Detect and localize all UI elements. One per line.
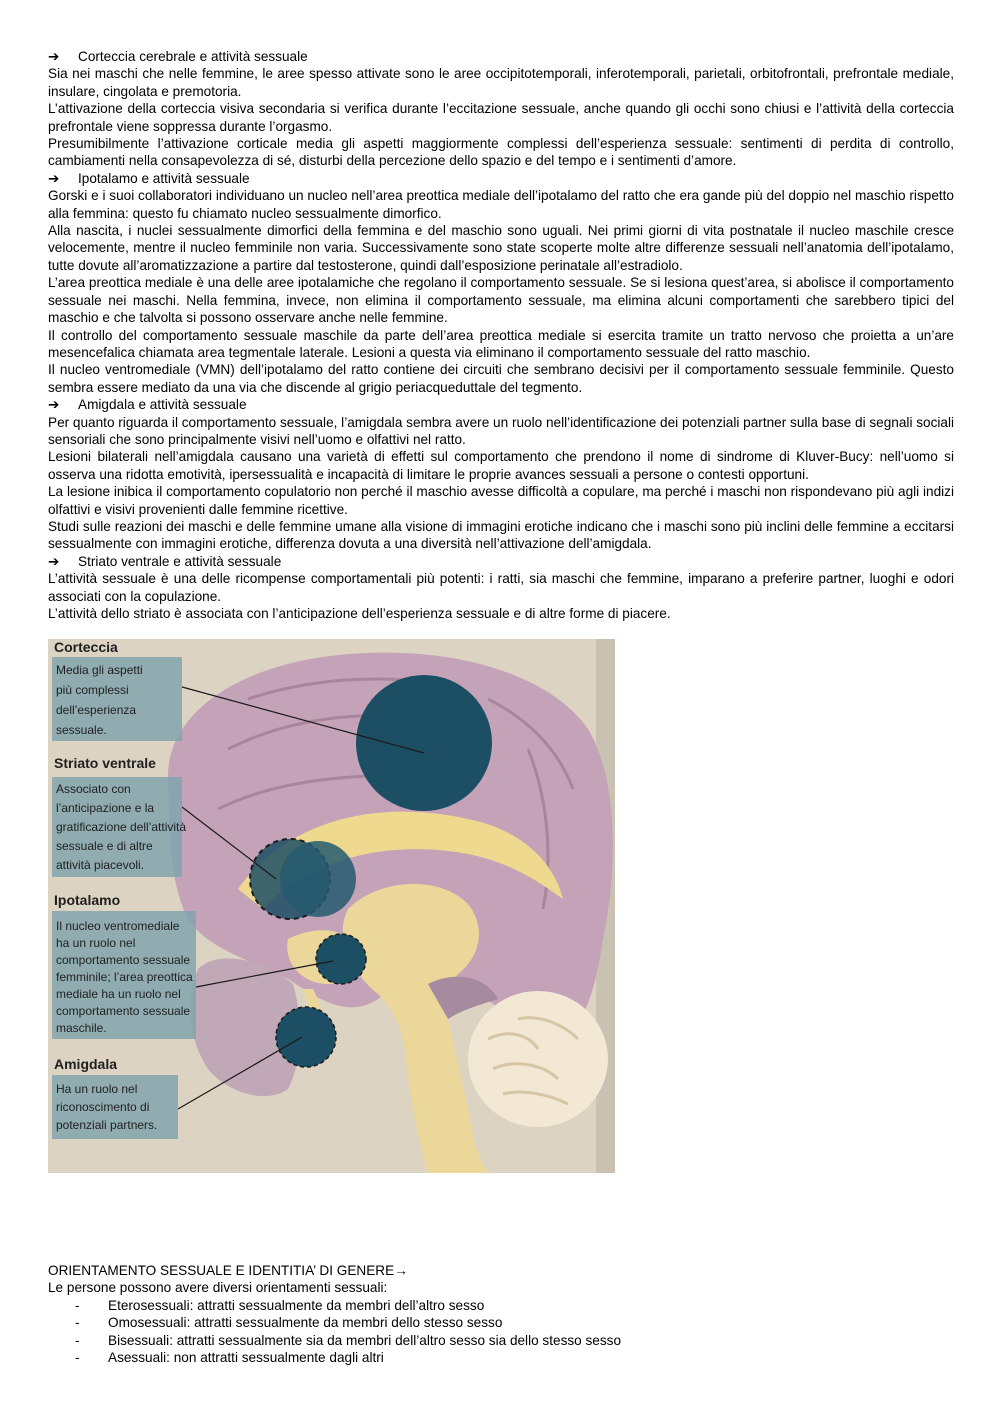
section-heading: ➔ Amigdala e attività sessuale (48, 397, 247, 413)
label-line: l’anticipazione e la (56, 801, 155, 815)
label-line: Associato con (56, 782, 131, 796)
brain-illustration (48, 639, 615, 1173)
arrow-right-icon: ➔ (48, 553, 60, 569)
label-line: mediale ha un ruolo nel (56, 987, 181, 1001)
section-heading: ➔ Corteccia cerebrale e attività sessuale (48, 49, 308, 64)
paragraph: Presumibilmente l’attivazione corticale media gli aspetti maggiormente complessi dell’esperienza sessuale: sentimenti di perdita di controllo, cambiamenti nella consapevolezza di sé, disturbi della percezione dello spazio e del tempo e i sentimenti d’amore. (48, 136, 954, 169)
paragraph: Il controllo del comportamento sessuale maschile da parte dell’area preottica mediale si esercita tramite un tratto nervoso che proietta a un’are mesencefalica chiamata area tegmentale laterale. Lesioni a questa via eliminano il comportamento sessuale del ratto maschio. (48, 327, 954, 360)
paragraph: L’attività sessuale è una delle ricompense comportamentali più potenti: i ratti, sia maschi che femmine, imparano a preferire partner, luoghi e odori associati con la copulazione. (48, 571, 954, 604)
arrow-right-icon: ➔ (48, 49, 60, 64)
dash-bullet: - (75, 1332, 80, 1348)
label-line: ha un ruolo nel (56, 936, 136, 950)
label-line: più complessi (56, 683, 129, 697)
paragraph: Sia nei maschi che nelle femmine, le aree spesso attivate sono le aree occipitotemporali, inferotemporali, parietali, orbitofrontali, prefrontale mediale, insulare, cingolata e premotoria. (48, 66, 954, 99)
list-item: - Bisessuali: attratti sessualmente sia da membri dell’altro sesso sia dello stesso sesso (75, 1332, 622, 1348)
label-line: riconoscimento di (56, 1100, 150, 1114)
paragraph: L’attività dello striato è associata con l’anticipazione dell’esperienza sessuale e di altre forme di piacere. (48, 606, 671, 621)
label-title-hypothalamus: Ipotalamo (54, 892, 121, 908)
label-line: Media gli aspetti (56, 663, 143, 677)
label-line: femminile; l’area preottica (56, 970, 193, 984)
label-line: attività piacevoli. (56, 858, 145, 872)
label-line: Ha un ruolo nel (56, 1082, 138, 1096)
paragraph: Per quanto riguarda il comportamento sessuale, l’amigdala sembra avere un ruolo nell’identificazione dei potenziali partner sulla base di segnali sociali sensoriali che sono principalmente visivi nell’uomo e olfattivi nel ratto. (48, 414, 955, 447)
section-title: ORIENTAMENTO SESSUALE E IDENTITIA’ DI GENERE→ (48, 1263, 408, 1278)
paragraph: L’area preottica mediale è una delle aree ipotalamiche che regolano il comportamento sessuale. Se si lesiona quest’area, si abolisce il comportamento sessuale nei maschi. Nella femmina, invece, non elimina il comportamento sessuale, ma elimina alcuni comportamenti che sarebbero tipici del maschio e che talvolta si possono osservare anche nelle femmine. (48, 275, 954, 326)
label-line: comportamento sessuale (56, 953, 191, 967)
label-title-cortex: Corteccia (54, 639, 118, 655)
arrow-right-icon: ➔ (48, 170, 60, 186)
section-heading: ➔ Striato ventrale e attività sessuale (48, 553, 282, 569)
label-line: dell’esperienza (56, 703, 137, 717)
label-line: potenziali partners. (56, 1118, 158, 1132)
paragraph: Alla nascita, i nuclei sessualmente dimorfici della femmina e del maschio sono uguali. Nei primi giorni di vita postnatale il nucleo maschile cresce velocemente, mentre il nucleo femminile non varia. Successivamente sono state scoperte molte altre differenze sessuali nell’anatomia dell’ipotalamo, tutte dovute all’aromatizzazione a partire dal testosterone, quindi dall’esposizione perinatale all’estradiolo. (48, 223, 954, 273)
intro-text: Le persone possono avere diversi orientamenti sessuali: (48, 1280, 388, 1296)
list-item: - Omosessuali: attratti sessualmente da membri dello stesso sesso (75, 1315, 503, 1331)
paragraph: Il nucleo ventromediale (VMN) dell’ipotalamo del ratto contiene dei circuiti che sembrano decisivi per il comportamento sessuale femminile. Questo sembra essere mediato da una via che discende al grigio periacqueduttale del tegmento. (48, 362, 954, 395)
label-title-amygdala: Amigdala (54, 1056, 118, 1072)
dash-bullet: - (75, 1297, 80, 1313)
main-text (48, 48, 954, 622)
list-item: - Eterosessuali: attratti sessualmente da membri dell’altro sesso (75, 1297, 485, 1313)
paragraph: Studi sulle reazioni dei maschi e delle femmine umane alla visione di immagini erotiche indicano che i maschi sono più inclini delle femmine a eccitarsi sessualmente con immagini erotiche, differenza dovuta a una diversità nell’attivazione dell’amigdala. (48, 518, 954, 552)
label-line: Il nucleo ventromediale (56, 919, 180, 933)
hypothalamus-highlight (316, 934, 366, 984)
section-heading: ➔ Ipotalamo e attività sessuale (48, 170, 250, 186)
list-item: - Asessuali: non attratti sessualmente dagli altri (75, 1350, 384, 1366)
paragraph: L’attivazione della corteccia visiva secondaria si verifica durante l’eccitazione sessuale, anche quando gli occhi sono chiusi e l’attività della corteccia prefrontale viene soppressa durante l’orgasmo. (48, 101, 954, 134)
label-line: maschile. (56, 1021, 107, 1035)
brain-figure (48, 639, 615, 1173)
paragraph: Gorski e i suoi collaboratori individuano un nucleo nell’area preottica mediale dell’ipotalamo del ratto che era gande più del doppio nel maschio rispetto alla femmina: questo fu chiamato nucleo sessualmente dimorfico. (48, 188, 954, 221)
amygdala-highlight (276, 1007, 336, 1067)
label-title-striatum: Striato ventrale (54, 755, 156, 771)
label-line: gratificazione dell’attività (56, 820, 187, 834)
paragraph: La lesione inibica il comportamento copulatorio non perché il maschio avesse difficoltà a copulare, ma perché i maschi non rispondevano più agli indizi olfattivi e visivi provenienti dalle femmine ricettive. (48, 484, 954, 517)
dash-bullet: - (75, 1350, 80, 1366)
cerebellum (468, 991, 608, 1127)
paragraph: Lesioni bilaterali nell’amigdala causano una varietà di effetti sul comportamento che prendono il nome di sindrome di Kluver-Bucy: nell’uomo si osserva una ridotta emotività, ipersessualità e incapacità di limitare le proprie avances sessuali a persone o contesti opportuni. (48, 449, 954, 482)
label-line: sessuale e di altre (56, 839, 153, 853)
orientation-section (48, 1262, 954, 1366)
orientation-list (48, 1297, 954, 1367)
striatum-highlight-inner (280, 841, 356, 917)
label-line: comportamento sessuale (56, 1004, 191, 1018)
arrow-right-icon: → (394, 1263, 408, 1278)
cortex-highlight (356, 675, 492, 811)
label-line: sessuale. (56, 723, 107, 737)
dash-bullet: - (75, 1315, 80, 1331)
arrow-right-icon: ➔ (48, 397, 60, 413)
